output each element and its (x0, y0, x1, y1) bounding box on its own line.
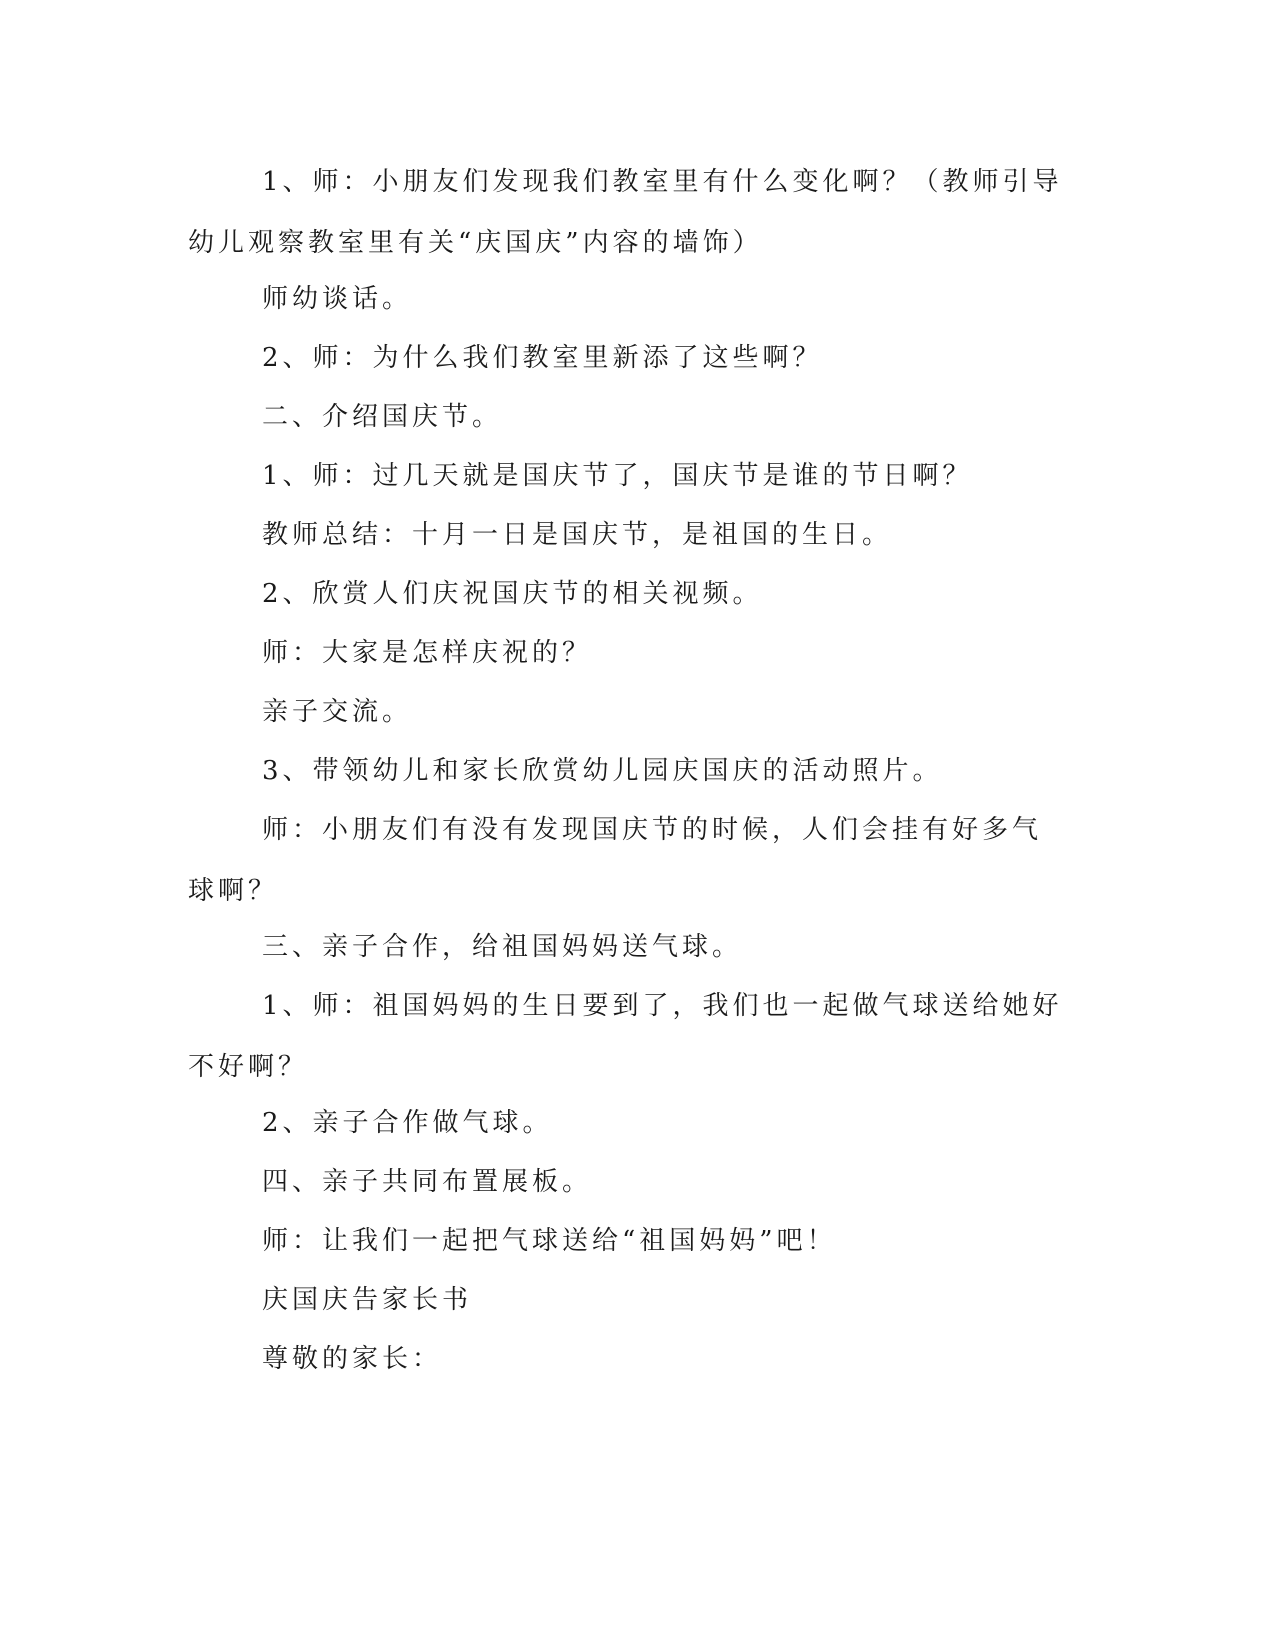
paragraph-13: 师：让我们一起把气球送给“祖国妈妈”吧！ (262, 1226, 837, 1256)
section-heading-4: 四、亲子共同布置展板。 (262, 1167, 593, 1197)
paragraph-2: 师幼谈话。 (262, 284, 413, 314)
letter-salutation: 尊敬的家长： (262, 1344, 443, 1374)
paragraph-1: 1、师：小朋友们发现我们教室里有什么变化啊？（教师引导幼儿观察教室里有关“庆国庆”内容的墙饰） (188, 167, 1063, 258)
paragraph-6: 2、欣赏人们庆祝国庆节的相关视频。 (262, 579, 763, 609)
paragraph-12: 2、亲子合作做气球。 (262, 1108, 553, 1138)
paragraph-11: 1、师：祖国妈妈的生日要到了，我们也一起做气球送给她好不好啊？ (188, 991, 1063, 1082)
paragraph-9: 3、带领幼儿和家长欣赏幼儿园庆国庆的活动照片。 (262, 756, 943, 786)
paragraph-3: 2、师：为什么我们教室里新添了这些啊？ (262, 343, 823, 373)
section-heading-2: 二、介绍国庆节。 (262, 402, 503, 432)
paragraph-5: 教师总结：十月一日是国庆节，是祖国的生日。 (262, 520, 893, 550)
paragraph-7: 师：大家是怎样庆祝的？ (262, 638, 593, 668)
paragraph-8: 亲子交流。 (262, 697, 413, 727)
section-heading-3: 三、亲子合作，给祖国妈妈送气球。 (262, 932, 743, 962)
paragraph-10: 师：小朋友们有没有发现国庆节的时候，人们会挂有好多气球啊？ (188, 815, 1043, 906)
paragraph-4: 1、师：过几天就是国庆节了，国庆节是谁的节日啊？ (262, 461, 973, 491)
letter-title: 庆国庆告家长书 (262, 1285, 473, 1315)
